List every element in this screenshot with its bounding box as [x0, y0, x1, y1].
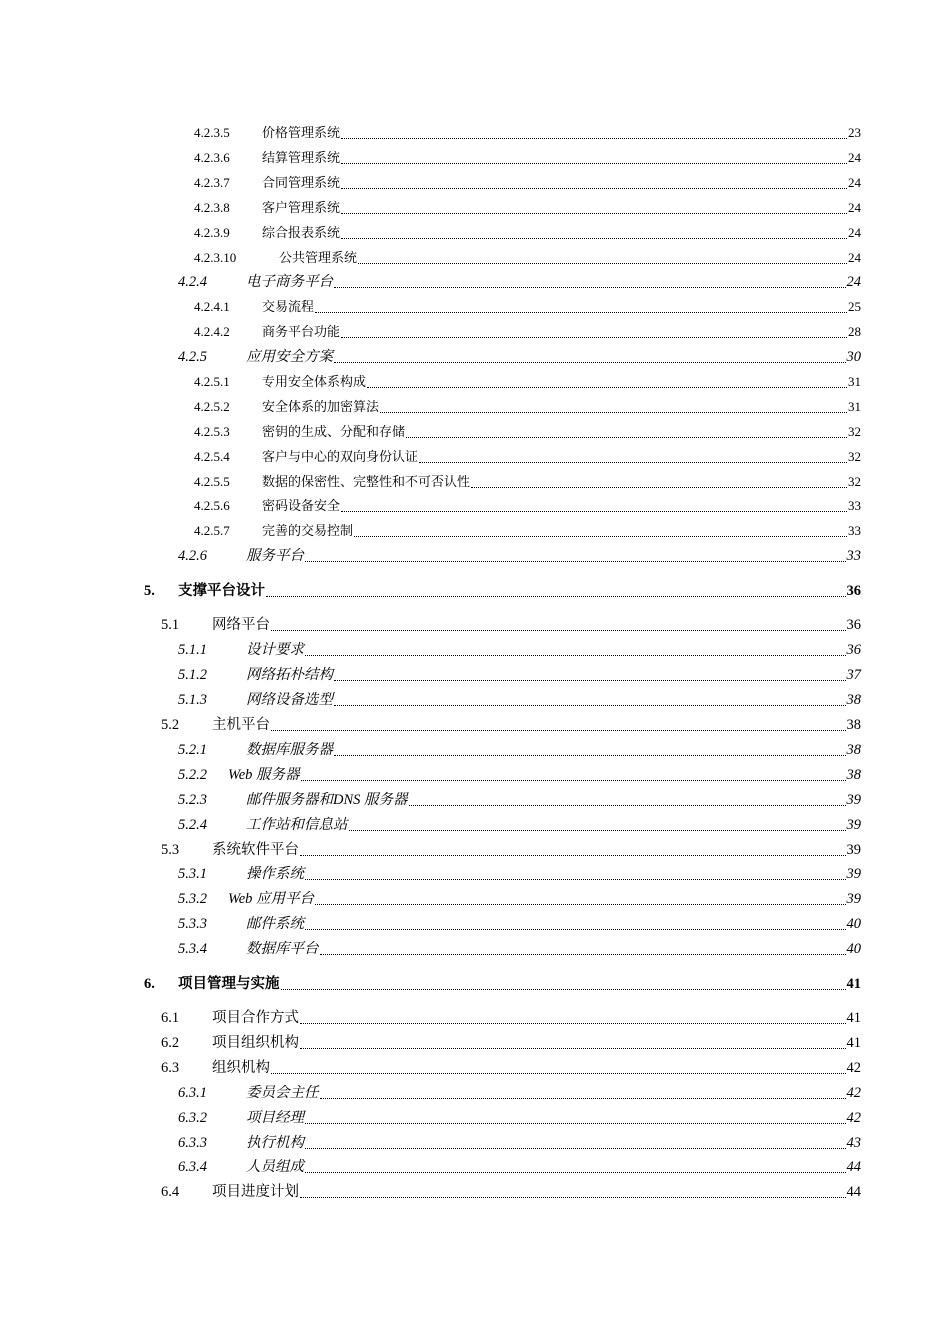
toc-entry-page: 41 — [846, 1010, 861, 1026]
toc-entry-number: 5.3.2 — [178, 891, 207, 907]
toc-entry[interactable] — [0, 495, 950, 517]
toc-entry[interactable] — [0, 1057, 950, 1079]
toc-entry-title: 交易流程 — [262, 299, 315, 314]
toc-entry[interactable] — [0, 396, 950, 418]
toc-entry-number: 4.2.4 — [178, 274, 207, 290]
toc-entry[interactable] — [0, 839, 950, 861]
toc-entry-page: 42 — [846, 1085, 861, 1101]
toc-entry-number: 4.2.5.2 — [194, 399, 230, 414]
toc-entry-number: 4.2.4.2 — [194, 324, 230, 339]
toc-dot-leader — [334, 705, 846, 706]
toc-entry-title: 支撑平台设计 — [178, 583, 265, 599]
toc-dot-leader — [305, 1148, 846, 1149]
toc-entry-page: 39 — [846, 842, 861, 858]
toc-entry-page: 31 — [848, 399, 861, 414]
toc-entry-title: 服务平台 — [246, 548, 304, 564]
toc-dot-leader — [409, 805, 846, 806]
toc-entry[interactable] — [0, 580, 950, 602]
toc-entry-page: 33 — [848, 523, 861, 538]
toc-entry-page: 32 — [848, 449, 861, 464]
toc-entry-page: 24 — [848, 250, 861, 265]
toc-dot-leader — [300, 1048, 846, 1049]
toc-entry-number: 4.2.5.6 — [194, 498, 230, 513]
toc-dot-leader — [471, 487, 847, 488]
toc-entry-title: 主机平台 — [212, 717, 270, 733]
toc-entry-title: 电子商务平台 — [246, 274, 333, 290]
toc-entry-title: Web 应用平台 — [228, 891, 315, 907]
toc-entry-number: 5.2 — [161, 717, 180, 733]
toc-entry-title: 结算管理系统 — [262, 150, 341, 165]
toc-entry-page: 39 — [846, 866, 861, 882]
toc-entry[interactable] — [0, 321, 950, 343]
toc-entry[interactable] — [0, 888, 950, 910]
toc-entry-title: 网络平台 — [212, 617, 270, 633]
toc-entry-page: 38 — [846, 717, 861, 733]
toc-entry-number: 4.2.3.5 — [194, 125, 230, 140]
toc-entry-page: 24 — [848, 150, 861, 165]
toc-entry[interactable] — [0, 122, 950, 144]
toc-entry-page: 25 — [848, 299, 861, 314]
toc-entry-title: 客户管理系统 — [262, 200, 341, 215]
toc-entry-page: 23 — [848, 125, 861, 140]
toc-entry-title: 委员会主任 — [246, 1085, 319, 1101]
toc-entry-number: 5.3.1 — [178, 866, 207, 882]
toc-dot-leader — [271, 1073, 846, 1074]
toc-entry[interactable] — [0, 639, 950, 661]
toc-entry-number: 5.2.1 — [178, 742, 207, 758]
toc-entry-number: 5.2.2 — [178, 767, 207, 783]
toc-entry[interactable] — [0, 664, 950, 686]
toc-entry-page: 36 — [846, 642, 861, 658]
toc-entry-page: 39 — [846, 792, 861, 808]
toc-entry[interactable] — [0, 764, 950, 786]
toc-entry-page: 38 — [846, 742, 861, 758]
toc-entry-number: 4.2.3.10 — [194, 250, 237, 265]
toc-dot-leader — [334, 755, 846, 756]
toc-dot-leader — [367, 387, 847, 388]
toc-entry-number: 4.2.6 — [178, 548, 207, 564]
toc-entry-number: 5.1.3 — [178, 692, 207, 708]
toc-entry-number: 5.3.4 — [178, 941, 207, 957]
toc-entry-page: 39 — [846, 891, 861, 907]
toc-entry-title: 项目组织机构 — [212, 1035, 299, 1051]
toc-dot-leader — [341, 511, 847, 512]
toc-entry-title: 工作站和信息站 — [246, 817, 348, 833]
toc-dot-leader — [320, 954, 846, 955]
toc-dot-leader — [349, 830, 846, 831]
toc-entry-number: 6. — [144, 976, 155, 992]
toc-entry-number: 4.2.3.9 — [194, 225, 230, 240]
toc-entry-title: 价格管理系统 — [262, 125, 341, 140]
toc-entry-number: 6.1 — [161, 1010, 180, 1026]
toc-entry-number: 5.1 — [161, 617, 180, 633]
toc-entry[interactable] — [0, 973, 950, 995]
toc-entry-page: 38 — [846, 692, 861, 708]
toc-entry-number: 6.3.3 — [178, 1135, 207, 1151]
toc-dot-leader — [354, 536, 847, 537]
toc-entry-page: 24 — [848, 175, 861, 190]
toc-entry-title: 项目管理与实施 — [178, 976, 280, 992]
toc-entry[interactable] — [0, 247, 950, 269]
toc-entry[interactable] — [0, 938, 950, 960]
toc-entry-page: 31 — [848, 374, 861, 389]
toc-dot-leader — [300, 1023, 846, 1024]
toc-entry-number: 4.2.4.1 — [194, 299, 230, 314]
toc-entry-title: 数据的保密性、完整性和不可否认性 — [262, 474, 471, 489]
toc-entry[interactable] — [0, 863, 950, 885]
toc-entry[interactable] — [0, 222, 950, 244]
toc-entry-page: 37 — [846, 667, 861, 683]
toc-entry-page: 44 — [846, 1159, 861, 1175]
toc-dot-leader — [334, 680, 846, 681]
toc-entry-number: 6.3.2 — [178, 1110, 207, 1126]
toc-entry-title: 完善的交易控制 — [262, 523, 354, 538]
toc-entry[interactable] — [0, 471, 950, 493]
toc-dot-leader — [305, 1172, 846, 1173]
toc-entry-title: 邮件系统 — [246, 916, 304, 932]
toc-entry-title: 人员组成 — [246, 1159, 304, 1175]
toc-entry-page: 24 — [846, 274, 861, 290]
toc-dot-leader — [341, 213, 847, 214]
toc-entry-page: 32 — [848, 474, 861, 489]
toc-entry[interactable] — [0, 789, 950, 811]
toc-entry[interactable] — [0, 421, 950, 443]
toc-entry[interactable] — [0, 714, 950, 736]
toc-entry-number: 5. — [144, 583, 155, 599]
toc-entry-number: 6.3 — [161, 1060, 180, 1076]
toc-entry-page: 42 — [846, 1110, 861, 1126]
toc-entry-page: 36 — [846, 583, 861, 599]
toc-entry[interactable] — [0, 545, 950, 567]
toc-entry-page: 36 — [846, 617, 861, 633]
toc-entry[interactable] — [0, 689, 950, 711]
toc-dot-leader — [305, 561, 846, 562]
toc-entry-title: 安全体系的加密算法 — [262, 399, 380, 414]
toc-entry-title: 应用安全方案 — [246, 349, 333, 365]
toc-dot-leader — [341, 188, 847, 189]
toc-entry-title: Web 服务器 — [228, 767, 300, 783]
toc-dot-leader — [266, 596, 846, 597]
toc-entry-title: 项目进度计划 — [212, 1184, 299, 1200]
toc-entry-number: 5.1.1 — [178, 642, 207, 658]
toc-dot-leader — [341, 337, 847, 338]
toc-entry-number: 6.2 — [161, 1035, 180, 1051]
toc-entry-title: 系统软件平台 — [212, 842, 299, 858]
toc-entry-page: 33 — [846, 548, 861, 564]
toc-entry-number: 4.2.5 — [178, 349, 207, 365]
toc-entry-number: 5.3 — [161, 842, 180, 858]
toc-entry-title: 数据库服务器 — [246, 742, 333, 758]
toc-entry[interactable] — [0, 371, 950, 393]
toc-entry-number: 4.2.3.8 — [194, 200, 230, 215]
toc-dot-leader — [358, 263, 847, 264]
toc-entry-title: 项目合作方式 — [212, 1010, 299, 1026]
toc-entry-page: 24 — [848, 200, 861, 215]
toc-entry[interactable] — [0, 147, 950, 169]
toc-entry-title: 专用安全体系构成 — [262, 374, 367, 389]
toc-dot-leader — [271, 630, 846, 631]
toc-dot-leader — [305, 1123, 846, 1124]
toc-entry[interactable] — [0, 1107, 950, 1129]
toc-entry[interactable] — [0, 739, 950, 761]
toc-entry[interactable] — [0, 1032, 950, 1054]
toc-entry-page: 41 — [846, 1035, 861, 1051]
toc-dot-leader — [315, 904, 845, 905]
toc-entry[interactable] — [0, 614, 950, 636]
toc-entry[interactable] — [0, 1007, 950, 1029]
toc-entry[interactable] — [0, 172, 950, 194]
toc-dot-leader — [305, 929, 846, 930]
toc-entry-page: 30 — [846, 349, 861, 365]
toc-entry-title: 项目经理 — [246, 1110, 304, 1126]
toc-entry-page: 32 — [848, 424, 861, 439]
toc-dot-leader — [380, 412, 847, 413]
toc-entry-title: 执行机构 — [246, 1135, 304, 1151]
toc-entry-number: 6.3.1 — [178, 1085, 207, 1101]
toc-dot-leader — [406, 437, 847, 438]
toc-entry-page: 40 — [846, 916, 861, 932]
toc-entry-page: 41 — [846, 976, 861, 992]
toc-entry-page: 42 — [846, 1060, 861, 1076]
toc-dot-leader — [300, 855, 846, 856]
toc-entry[interactable] — [0, 1132, 950, 1154]
toc-entry[interactable] — [0, 446, 950, 468]
toc-entry[interactable] — [0, 520, 950, 542]
toc-entry[interactable] — [0, 296, 950, 318]
toc-entry[interactable] — [0, 1181, 950, 1203]
toc-entry-page: 24 — [848, 225, 861, 240]
toc-entry-title: 密钥的生成、分配和存储 — [262, 424, 406, 439]
toc-entry-title: 客户与中心的双向身份认证 — [262, 449, 419, 464]
toc-dot-leader — [305, 879, 846, 880]
toc-dot-leader — [341, 163, 847, 164]
toc-entry[interactable] — [0, 271, 950, 293]
toc-entry[interactable] — [0, 346, 950, 368]
toc-entry-page: 39 — [846, 817, 861, 833]
toc-dot-leader — [341, 238, 847, 239]
toc-entry-number: 4.2.3.6 — [194, 150, 230, 165]
toc-entry-number: 6.3.4 — [178, 1159, 207, 1175]
toc-entry-title: 合同管理系统 — [262, 175, 341, 190]
toc-dot-leader — [305, 655, 846, 656]
toc-entry[interactable] — [0, 1156, 950, 1178]
toc-entry-title: 网络拓朴结构 — [246, 667, 333, 683]
toc-entry-number: 4.2.5.7 — [194, 523, 230, 538]
toc-entry-number: 4.2.3.7 — [194, 175, 230, 190]
toc-entry-number: 6.4 — [161, 1184, 180, 1200]
toc-entry-page: 33 — [848, 498, 861, 513]
toc-dot-leader — [301, 780, 846, 781]
toc-entry-title: 商务平台功能 — [262, 324, 341, 339]
toc-entry-number: 4.2.5.3 — [194, 424, 230, 439]
toc-entry-number: 5.3.3 — [178, 916, 207, 932]
toc-entry-number: 5.2.3 — [178, 792, 207, 808]
toc-entry-number: 4.2.5.5 — [194, 474, 230, 489]
toc-entry-page: 40 — [846, 941, 861, 957]
toc-entry-title: 操作系统 — [246, 866, 304, 882]
toc-entry-number: 5.2.4 — [178, 817, 207, 833]
toc-dot-leader — [334, 287, 846, 288]
toc-entry-title: 网络设备选型 — [246, 692, 333, 708]
toc-entry[interactable] — [0, 197, 950, 219]
toc-entry-title: 组织机构 — [212, 1060, 270, 1076]
toc-dot-leader — [315, 312, 847, 313]
toc-dot-leader — [341, 138, 847, 139]
toc-entry-page: 38 — [846, 767, 861, 783]
toc-entry-title: 公共管理系统 — [279, 250, 358, 265]
toc-entry-number: 4.2.5.4 — [194, 449, 230, 464]
toc-dot-leader — [419, 462, 847, 463]
toc-entry-title: 密码设备安全 — [262, 498, 341, 513]
toc-entry-number: 5.1.2 — [178, 667, 207, 683]
toc-dot-leader — [271, 730, 846, 731]
toc-entry-number: 4.2.5.1 — [194, 374, 230, 389]
toc-dot-leader — [281, 989, 846, 990]
toc-dot-leader — [334, 362, 846, 363]
toc-entry[interactable] — [0, 814, 950, 836]
toc-entry-title: 邮件服务器和DNS 服务器 — [246, 792, 408, 808]
toc-entry-page: 44 — [846, 1184, 861, 1200]
toc-entry[interactable] — [0, 1082, 950, 1104]
toc-entry-page: 28 — [848, 324, 861, 339]
toc-dot-leader — [300, 1197, 846, 1198]
toc-entry[interactable] — [0, 913, 950, 935]
toc-entry-title: 综合报表系统 — [262, 225, 341, 240]
toc-entry-title: 数据库平台 — [246, 941, 319, 957]
toc-entry-page: 43 — [846, 1135, 861, 1151]
toc-entry-title: 设计要求 — [246, 642, 304, 658]
toc-dot-leader — [320, 1098, 846, 1099]
